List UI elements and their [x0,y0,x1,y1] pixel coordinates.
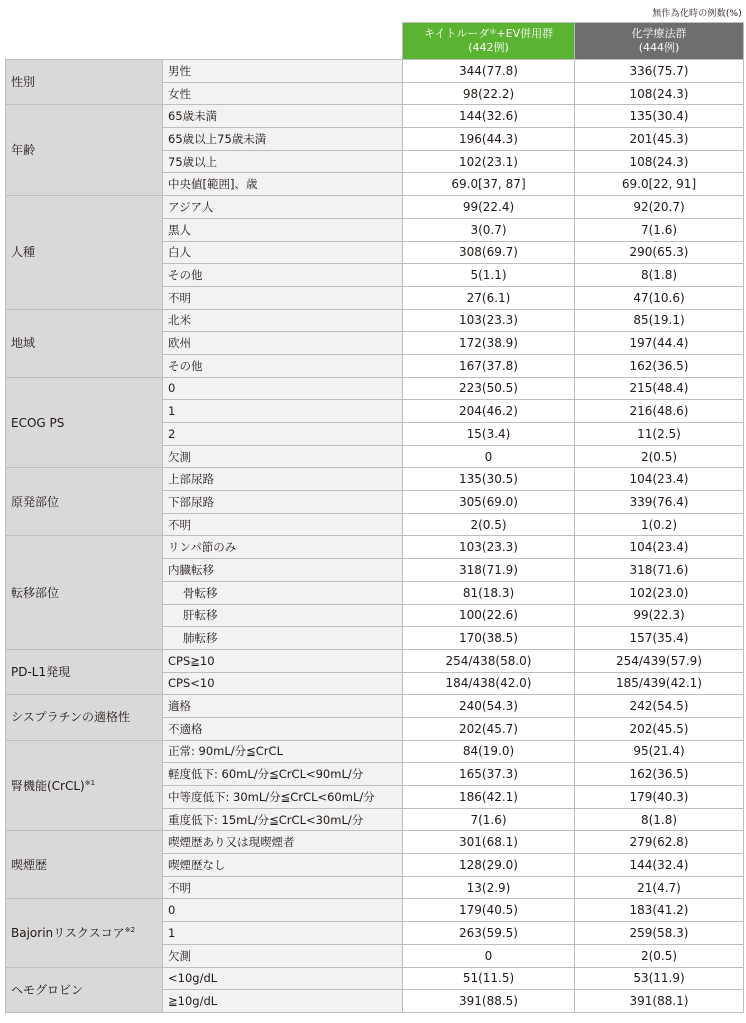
chemo-group-value: 135(30.4) [575,105,744,128]
chemo-group-value: 144(32.4) [575,854,744,877]
subcategory-label: 肺転移 [163,627,403,650]
subcategory-label: 不適格 [163,717,403,740]
category-text: ECOG PS [11,415,65,430]
subcategory-label: その他 [163,354,403,377]
chemo-group-value: 157(35.4) [575,627,744,650]
combo-group-value: 144(32.6) [403,105,575,128]
category-label [6,468,163,536]
registered-mark: ® [489,28,497,36]
table-row [6,377,744,400]
subcategory-label: 1 [163,400,403,423]
category-text: Bajorinリスクスコア [11,925,125,940]
combo-group-value: 170(38.5) [403,627,575,650]
combo-group-value: 51(11.5) [403,967,575,990]
chemo-group-value: 108(24.3) [575,82,744,105]
header-chemo-group [575,23,744,60]
category-text: 転移部位 [11,585,60,600]
table-row [6,196,744,219]
category-text: 年齢 [11,143,36,158]
chemo-group-value: 2(0.5) [575,445,744,468]
chemo-group-value: 21(4.7) [575,876,744,899]
combo-group-value: 204(46.2) [403,400,575,423]
subcategory-label: 下部尿路 [163,491,403,514]
table-row [6,536,744,559]
subcategory-label: 適格 [163,695,403,718]
chemo-group-value: 92(20.7) [575,196,744,219]
chemo-group-value: 279(62.8) [575,831,744,854]
combo-group-value: 301(68.1) [403,831,575,854]
category-text: 人種 [11,245,36,260]
combo-group-value: 100(22.6) [403,604,575,627]
chemo-group-value: 162(36.5) [575,354,744,377]
subcategory-label: <10g/dL [163,967,403,990]
chemo-group-value: 216(48.6) [575,400,744,423]
subcategory-label: 中等度低下: 30mL/分≦CrCL<60mL/分 [163,786,403,809]
subcategory-label: 不明 [163,286,403,309]
subcategory-label: 男性 [163,60,403,83]
baseline-characteristics-table [5,22,744,1013]
footnote-mark: ※2 [124,925,136,934]
chemo-group-value: 242(54.5) [575,695,744,718]
category-label [6,967,163,1012]
group1-name: キイトルーダ [423,27,490,40]
combo-group-value: 2(0.5) [403,513,575,536]
chemo-group-value: 8(1.8) [575,808,744,831]
subcategory-label: 0 [163,899,403,922]
combo-group-value: 13(2.9) [403,876,575,899]
subcategory-label: 黒人 [163,218,403,241]
table-row [6,831,744,854]
subcategory-label: ≧10g/dL [163,990,403,1013]
subcategory-label: 不明 [163,876,403,899]
combo-group-value: 135(30.5) [403,468,575,491]
chemo-group-value: 197(44.4) [575,332,744,355]
subcategory-label: 北米 [163,309,403,332]
subcategory-label: 欠測 [163,445,403,468]
combo-group-value: 7(1.6) [403,808,575,831]
subcategory-label: 内臓転移 [163,559,403,582]
combo-group-value: 103(23.3) [403,309,575,332]
subcategory-label: その他 [163,264,403,287]
chemo-group-value: 162(36.5) [575,763,744,786]
subcategory-label: 2 [163,423,403,446]
chemo-group-value: 53(11.9) [575,967,744,990]
table-row [6,740,744,763]
combo-group-value: 165(37.3) [403,763,575,786]
category-label [6,377,163,468]
category-text: 地域 [11,336,36,351]
chemo-group-value: 215(48.4) [575,377,744,400]
chemo-group-value: 104(23.4) [575,536,744,559]
combo-group-value: 240(54.3) [403,695,575,718]
table-header [6,23,744,60]
chemo-group-value: 1(0.2) [575,513,744,536]
table-row [6,649,744,672]
chemo-group-value: 339(76.4) [575,491,744,514]
combo-group-value: 84(19.0) [403,740,575,763]
group2-count: (444例) [638,41,680,54]
chemo-group-value: 2(0.5) [575,944,744,967]
subcategory-label: 0 [163,377,403,400]
table-row [6,468,744,491]
chemo-group-value: 254/439(57.9) [575,649,744,672]
combo-group-value: 202(45.7) [403,717,575,740]
combo-group-value: 69.0[37, 87] [403,173,575,196]
category-text: 原発部位 [11,494,60,509]
combo-group-value: 103(23.3) [403,536,575,559]
combo-group-value: 179(40.5) [403,899,575,922]
combo-group-value: 27(6.1) [403,286,575,309]
table-row [6,60,744,83]
table-row [6,309,744,332]
unit-note: 無作為化時の例数(%) [652,9,742,19]
group1-count: (442例) [468,41,509,54]
chemo-group-value: 47(10.6) [575,286,744,309]
combo-group-value: 172(38.9) [403,332,575,355]
subcategory-label: 喫煙歴あり又は現喫煙者 [163,831,403,854]
subcategory-label: 骨転移 [163,581,403,604]
chemo-group-value: 85(19.1) [575,309,744,332]
chemo-group-value: 102(23.0) [575,581,744,604]
subcategory-label: 75歳以上 [163,150,403,173]
table-row [6,967,744,990]
combo-group-value: 344(77.8) [403,60,575,83]
subcategory-label: CPS<10 [163,672,403,695]
chemo-group-value: 8(1.8) [575,264,744,287]
subcategory-label: CPS≧10 [163,649,403,672]
subcategory-label: 白人 [163,241,403,264]
subcategory-label: アジア人 [163,196,403,219]
combo-group-value: 186(42.1) [403,786,575,809]
chemo-group-value: 11(2.5) [575,423,744,446]
chemo-group-value: 69.0[22, 91] [575,173,744,196]
combo-group-value: 391(88.5) [403,990,575,1013]
chemo-group-value: 179(40.3) [575,786,744,809]
chemo-group-value: 95(21.4) [575,740,744,763]
table-body [6,60,744,1013]
combo-group-value: 0 [403,944,575,967]
combo-group-value: 0 [403,445,575,468]
category-label [6,831,163,899]
combo-group-value: 15(3.4) [403,423,575,446]
category-label [6,105,163,196]
subcategory-label: 上部尿路 [163,468,403,491]
chemo-group-value: 7(1.6) [575,218,744,241]
header-blank [6,23,403,60]
combo-group-value: 308(69.7) [403,241,575,264]
category-text: PD-L1発現 [11,665,71,680]
combo-group-value: 196(44.3) [403,128,575,151]
chemo-group-value: 104(23.4) [575,468,744,491]
table-row [6,695,744,718]
subcategory-label: 65歳未満 [163,105,403,128]
subcategory-label: リンパ節のみ [163,536,403,559]
combo-group-value: 98(22.2) [403,82,575,105]
subcategory-label: 65歳以上75歳未満 [163,128,403,151]
chemo-group-value: 290(65.3) [575,241,744,264]
subcategory-label: 軽度低下: 60mL/分≦CrCL<90mL/分 [163,763,403,786]
chemo-group-value: 391(88.1) [575,990,744,1013]
category-text: 喫煙歴 [11,857,48,872]
group1-name-suffix: +EV併用群 [496,27,554,40]
category-label [6,649,163,694]
subcategory-label: 1 [163,922,403,945]
combo-group-value: 81(18.3) [403,581,575,604]
category-text: 腎機能(CrCL) [11,778,85,793]
category-label [6,536,163,649]
subcategory-label: 肝転移 [163,604,403,627]
subcategory-label: 喫煙歴なし [163,854,403,877]
combo-group-value: 318(71.9) [403,559,575,582]
combo-group-value: 99(22.4) [403,196,575,219]
combo-group-value: 102(23.1) [403,150,575,173]
chemo-group-value: 108(24.3) [575,150,744,173]
subcategory-label: 重度低下: 15mL/分≦CrCL<30mL/分 [163,808,403,831]
subcategory-label: 正常: 90mL/分≦CrCL [163,740,403,763]
category-label [6,60,163,105]
category-text: シスプラチンの適格性 [11,710,131,725]
header-combo-group [403,23,575,60]
combo-group-value: 254/438(58.0) [403,649,575,672]
subcategory-label: 女性 [163,82,403,105]
table-row [6,105,744,128]
combo-group-value: 3(0.7) [403,218,575,241]
chemo-group-value: 202(45.5) [575,717,744,740]
chemo-group-value: 99(22.3) [575,604,744,627]
category-text: ヘモグロビン [11,982,84,997]
category-text: 性別 [11,75,36,90]
subcategory-label: 欠測 [163,944,403,967]
combo-group-value: 223(50.5) [403,377,575,400]
footnote-mark: ※1 [84,778,96,787]
group2-name: 化学療法群 [631,27,687,40]
chemo-group-value: 183(41.2) [575,899,744,922]
category-label [6,899,163,967]
subcategory-label: 不明 [163,513,403,536]
combo-group-value: 5(1.1) [403,264,575,287]
combo-group-value: 128(29.0) [403,854,575,877]
chemo-group-value: 259(58.3) [575,922,744,945]
category-label [6,740,163,831]
combo-group-value: 263(59.5) [403,922,575,945]
combo-group-value: 305(69.0) [403,491,575,514]
combo-group-value: 167(37.8) [403,354,575,377]
subcategory-label: 欧州 [163,332,403,355]
category-label [6,196,163,309]
chemo-group-value: 336(75.7) [575,60,744,83]
category-label [6,309,163,377]
chemo-group-value: 201(45.3) [575,128,744,151]
category-label [6,695,163,740]
chemo-group-value: 185/439(42.1) [575,672,744,695]
table-row [6,899,744,922]
chemo-group-value: 318(71.6) [575,559,744,582]
subcategory-label: 中央値[範囲]、歳 [163,173,403,196]
combo-group-value: 184/438(42.0) [403,672,575,695]
